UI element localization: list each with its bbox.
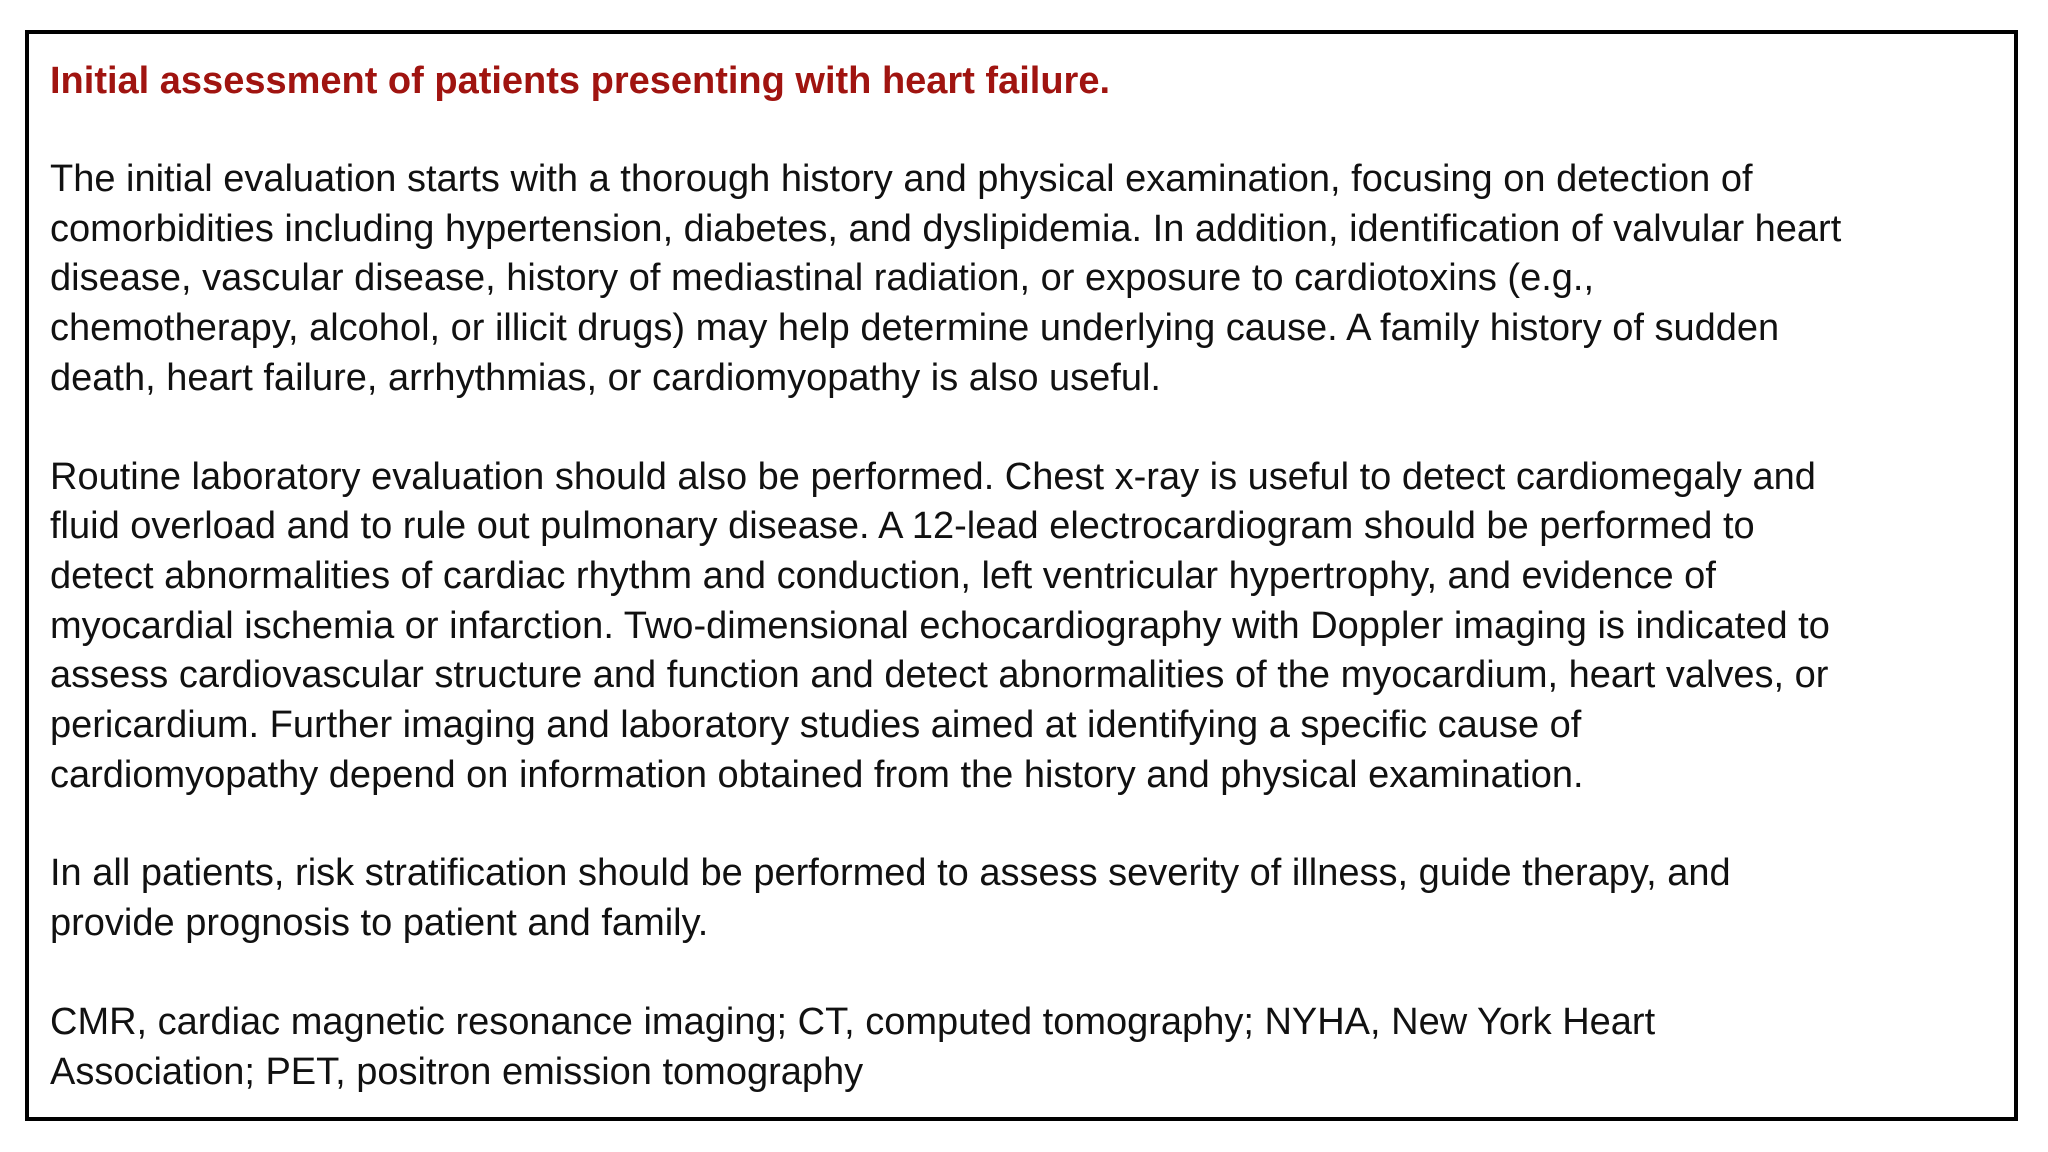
paragraph-risk-stratification: In all patients, risk stratification should be performed to assess severity of illness, guide therapy, and provide prognosis to patient and family.	[50, 852, 1731, 945]
paragraph-laboratory-evaluation: Routine laboratory evaluation should also be performed. Chest x-ray is useful to detect cardiomegaly and fluid overload and to rule out pulmonary disease. A 12-lead electrocardiogram should be performed to detect abnormalities of cardiac rhythm and conduction, left ventricular hypertrophy, and evidence of myocardial ischemia or infarction. Two-dimensional echocardiography with Doppler imaging is indicated to assess cardiovascular structure and function and detect abnormalities of the myocardium, heart valves, or pericardium. Further imaging and laboratory studies aimed at identifying a specific cause of cardiomyopathy depend on information obtained from the history and physical examination.	[50, 455, 1830, 796]
paragraph-initial-evaluation: The initial evaluation starts with a thorough history and physical examination, focusing on detection of comorbidities including hypertension, diabetes, and dyslipidemia. In addition, identification of valvular heart disease, vascular disease, history of mediastinal radiation, or exposure to cardiotoxins (e.g., chemotherapy, alcohol, or illicit drugs) may help determine underlying cause. A family history of sudden death, heart failure, arrhythmias, or cardiomyopathy is also useful.	[50, 158, 1842, 399]
document-box	[25, 30, 2018, 1121]
paragraph-abbreviations: CMR, cardiac magnetic resonance imaging; CT, computed tomography; NYHA, New York Heart Association; PET, positron emission tomography	[50, 1000, 1656, 1093]
document-title: Initial assessment of patients presenting with heart failure.	[50, 60, 1111, 102]
